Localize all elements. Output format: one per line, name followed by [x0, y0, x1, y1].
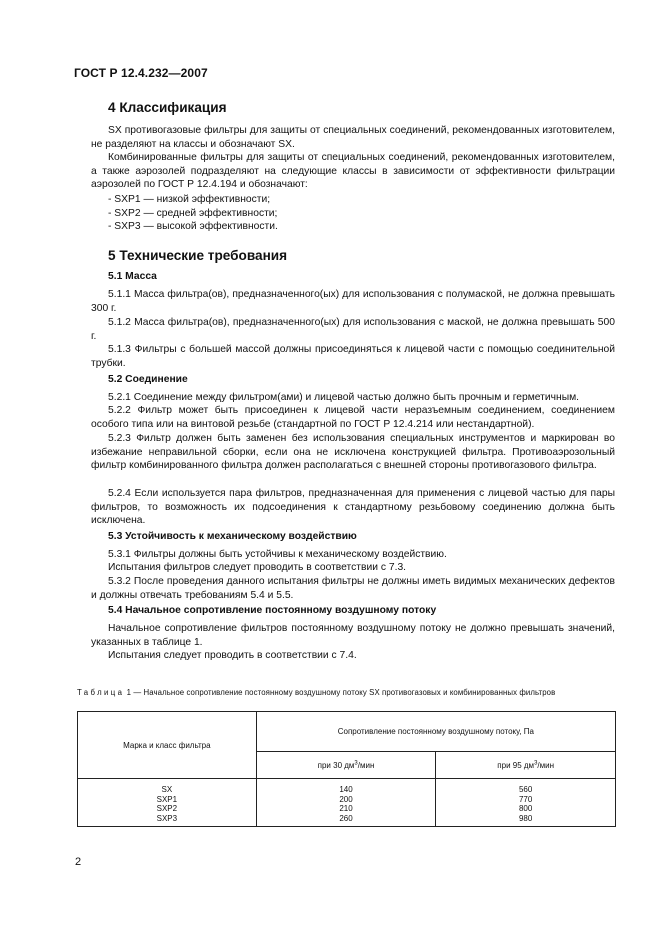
paragraph-5-3-1-tests: Испытания фильтров следует проводить в соответствии с 7.3.	[108, 562, 407, 573]
column-header-resistance: Сопротивление постоянному воздушному потоку, Па	[256, 712, 615, 752]
subsection-5-2-title: 5.2 Соединение	[108, 374, 188, 385]
value-30: 200	[339, 794, 353, 804]
mark-value: SXP3	[156, 813, 178, 823]
paragraph-5-2-2: 5.2.2 Фильтр может быть присоединен к лицевой части неразъемным соединением, соединением особого типа или на винтовой резьбе (стандартной по ГОСТ Р 12.4.214 или нестандартной).	[91, 405, 615, 430]
paragraph-5-3-2: 5.3.2 После проведения данного испытания фильтры не должны иметь видимых механических дефектов и должны отвечать требованиям 5.4 и 5.5.	[91, 576, 615, 601]
column-header-95: при 95 $дм^3$/мин	[436, 752, 616, 779]
paragraph-5-2-1: 5.2.1 Соединение между фильтром(ами) и лицевой частью должно быть прочным и герметичным.	[108, 392, 580, 403]
mark-value: SXP1	[156, 794, 178, 804]
page-number: 2	[75, 856, 82, 868]
section-4-title: 4 Классификация	[108, 100, 227, 115]
table-1	[77, 711, 616, 827]
table-caption-word: Таблица	[77, 688, 125, 697]
paragraph-5-3-1: 5.3.1 Фильтры должны быть устойчивы к механическому воздействию.	[108, 549, 447, 560]
paragraph-5-2-3: 5.2.3 Фильтр должен быть заменен без использования специальных инструментов и маркирован во избежание неправильной сборки, если она не исключена конструкцией фильтра. Противоаэрозольный фильтр комбинированного фильтра должен располагаться с внешней стороны противогазового фильтра.	[91, 433, 615, 472]
paragraph-5-1-1: 5.1.1 Масса фильтра(ов), предназначенного(ых) для использования с полумаской, не должна превышать 300 г.	[91, 289, 615, 314]
value-95: 770	[518, 794, 533, 804]
value-30: 210	[339, 804, 353, 814]
paragraph-5-4-b: Испытания следует проводить в соответствии с 7.4.	[108, 650, 357, 661]
table-1-caption	[77, 688, 617, 699]
mark-cell	[78, 779, 257, 827]
value-30: 260	[339, 813, 353, 823]
paragraph-5-1-3: 5.1.3 Фильтры с большей массой должны присоединяться к лицевой части с помощью соединительной трубки.	[91, 344, 615, 369]
value-30-cell	[256, 779, 436, 827]
table-row	[78, 779, 616, 827]
mark-value: SXP2	[156, 804, 178, 814]
value-95-cell	[436, 779, 616, 827]
section-5-title: 5 Технические требования	[108, 248, 288, 263]
value-30: 140	[339, 785, 353, 794]
table-caption-text: 1 — Начальное сопротивление постоянному воздушному потоку SX противогазовых и комбинированных фильтров	[126, 688, 556, 697]
value-95: 980	[518, 813, 533, 823]
list-item: - SXP1 — низкой эффективности;	[108, 194, 271, 205]
paragraph-5-2-4: 5.2.4 Если используется пара фильтров, предназначенная для применения с лицевой частью для пары фильтров, то возможность их подсоединения к стандартному резьбовому соединению должна быть исключена.	[91, 488, 615, 527]
subsection-5-1-title: 5.1 Масса	[108, 271, 157, 282]
list-item: - SXP3 — высокой эффективности.	[108, 221, 278, 233]
section-4-paragraph-2: Комбинированные фильтры для защиты от специальных соединений, рекомендованных изготовителем, а также аэрозолей подразделяют на следующие классы в зависимости от эффективности фильтрации аэрозолей по ГОСТ Р 12.4.194 и обозначают:	[91, 152, 615, 191]
mark-value: SX	[161, 785, 173, 794]
subsection-5-3-title: 5.3 Устойчивость к механическому воздействию	[108, 531, 357, 542]
list-item: - SXP2 — средней эффективности;	[108, 207, 278, 219]
class-list	[108, 193, 278, 234]
paragraph-5-1-2: 5.1.2 Масса фильтра(ов), предназначенного(ых) для использования с маской, не должна превышать 500 г.	[91, 317, 615, 342]
paragraph-5-4-a: Начальное сопротивление фильтров постоянному воздушному потоку не должно превышать значений, указанных в таблице 1.	[91, 623, 615, 648]
document-code: ГОСТ Р 12.4.232—2007	[74, 66, 208, 80]
column-header-30: при 30 $дм^3$/мин	[256, 752, 436, 779]
subsection-5-4-title: 5.4 Начальное сопротивление постоянному воздушному потоку	[108, 605, 437, 616]
column-header-mark: Марка и класс фильтра	[78, 712, 257, 779]
section-4-paragraph-1: SX противогазовые фильтры для защиты от специальных соединений, рекомендованных изготовителем, не разделяют на классы и обозначают SX.	[91, 125, 615, 150]
value-95: 800	[518, 804, 533, 814]
value-95: 560	[518, 785, 533, 794]
